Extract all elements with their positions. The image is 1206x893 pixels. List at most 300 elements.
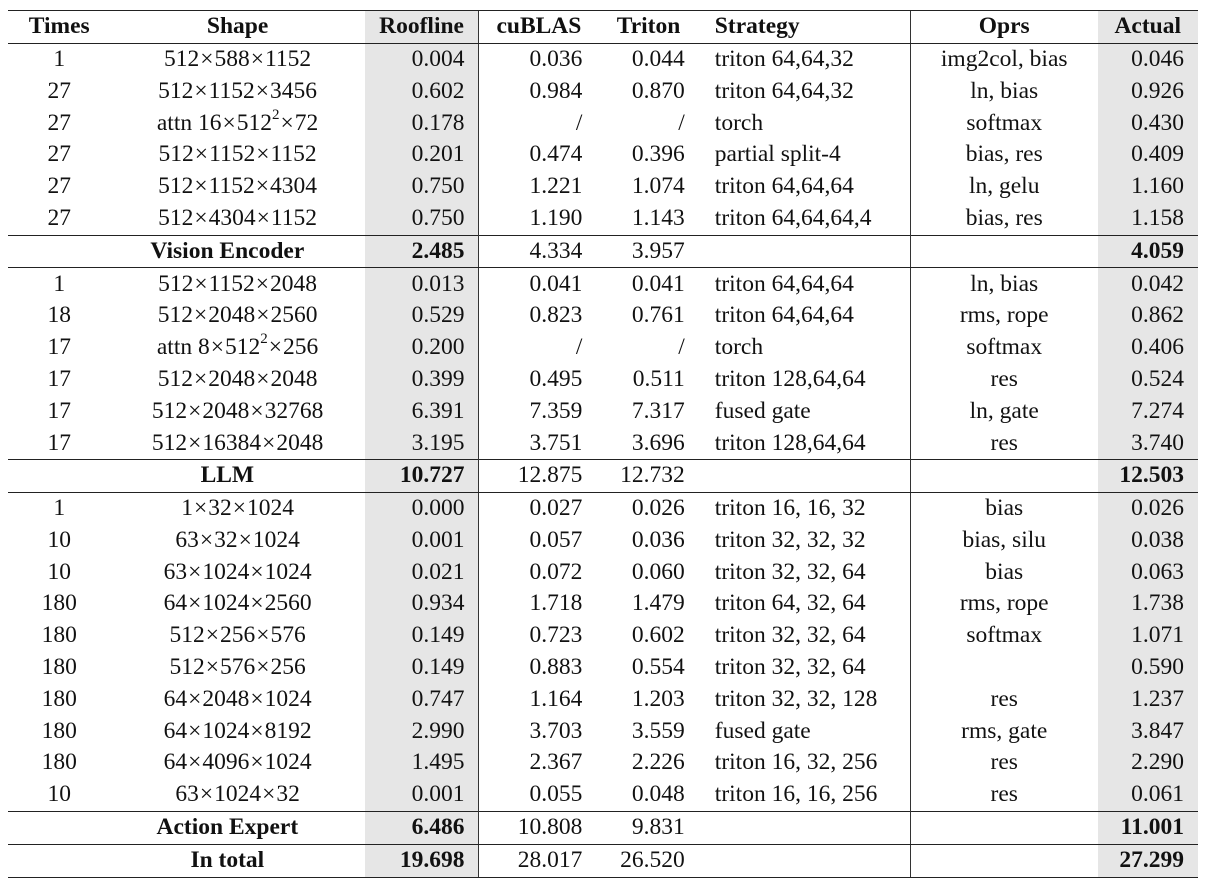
- times-symbol: ×: [255, 270, 270, 297]
- shape-dim-1: 63: [175, 781, 199, 808]
- shape-dim-3: 72: [294, 109, 319, 136]
- cell-actual: 0.063: [1098, 557, 1199, 589]
- cell-strategy: triton 64,64,64: [714, 173, 854, 200]
- shape-dim-2: 2048: [208, 302, 256, 329]
- cell-oprs: ln, gate: [910, 396, 1097, 428]
- header-times: Times: [8, 11, 110, 44]
- shape-dim-3: 1024: [246, 495, 294, 522]
- shape-dim-3: 2048: [270, 365, 318, 392]
- times-symbol: ×: [205, 622, 219, 649]
- cell-roofline: 1.495: [365, 747, 479, 779]
- table-row: [8, 427, 1198, 459]
- shape-exponent: 2: [260, 331, 268, 348]
- times-symbol: ×: [256, 622, 270, 649]
- total-cublas: 28.017: [479, 844, 598, 877]
- shape-exponent: 2: [272, 106, 280, 123]
- shape-dim-1: 63: [163, 558, 188, 585]
- shape-dim-1: 512: [158, 77, 194, 104]
- table-row: [8, 588, 1198, 620]
- shape-dim-2: 2048: [202, 397, 250, 424]
- times-symbol: ×: [188, 590, 202, 617]
- cell-triton: /: [678, 334, 685, 361]
- cell-roofline: 0.021: [365, 557, 479, 589]
- subtotal-label: Vision Encoder: [8, 235, 365, 268]
- times-symbol: ×: [222, 109, 236, 136]
- cell-actual: 0.524: [1098, 364, 1199, 396]
- cell-roofline: 0.001: [365, 779, 479, 811]
- cell-oprs: bias, silu: [910, 525, 1097, 557]
- table-row: [8, 76, 1198, 108]
- shape-dim-1: 512: [157, 365, 193, 392]
- shape-dim-1: attn 8: [156, 334, 210, 361]
- cell-cublas: 1.718: [479, 588, 598, 620]
- shape-dim-3: 1152: [270, 204, 318, 231]
- cell-actual: 3.847: [1098, 716, 1199, 748]
- cell-oprs: rms, gate: [910, 716, 1097, 748]
- cell-roofline: 0.201: [365, 139, 479, 171]
- total-row: [8, 844, 1198, 877]
- times-symbol: ×: [256, 654, 270, 681]
- shape-dim-3: 1024: [264, 749, 312, 776]
- cell-strategy: triton 16, 16, 32: [714, 495, 866, 522]
- times-symbol: ×: [200, 45, 214, 72]
- subtotal-roofline: 2.485: [365, 235, 479, 268]
- cell-cublas: /: [479, 332, 598, 364]
- cell-shape: [110, 525, 364, 557]
- cell-triton: 0.026: [631, 495, 685, 522]
- shape-dim-2: 1152: [208, 77, 255, 104]
- shape-dim-2: 588: [214, 45, 250, 72]
- subtotal-triton: 3.957: [598, 235, 698, 268]
- cell-cublas: 1.190: [479, 203, 598, 235]
- shape-dim-3: 2560: [270, 302, 318, 329]
- subtotal-strategy-empty: [699, 235, 911, 268]
- header-row: [8, 11, 1198, 44]
- shape-dim-2: 2048: [202, 685, 250, 712]
- table-body: [8, 43, 1198, 877]
- subtotal-triton: 12.732: [598, 460, 698, 493]
- cell-triton: 0.060: [631, 558, 685, 585]
- cell-roofline: 0.399: [365, 364, 479, 396]
- cell-cublas: 3.751: [479, 427, 598, 459]
- cell-times: 1: [53, 270, 66, 297]
- shape-dim-1: 64: [163, 590, 188, 617]
- times-symbol: ×: [255, 77, 270, 104]
- times-symbol: ×: [262, 429, 276, 456]
- cell-oprs: res: [910, 747, 1097, 779]
- subtotal-cublas: 12.875: [479, 460, 598, 493]
- subtotal-row: [8, 811, 1198, 844]
- cell-strategy: triton 16, 32, 256: [714, 749, 878, 776]
- cell-shape: [110, 557, 364, 589]
- cell-triton: 2.226: [631, 749, 685, 776]
- shape-dim-1: attn 16: [156, 109, 222, 136]
- performance-table: [8, 10, 1198, 878]
- shape-dim-1: 512: [158, 204, 194, 231]
- times-symbol: ×: [199, 781, 214, 808]
- cell-roofline: 0.750: [365, 203, 479, 235]
- cell-cublas: 0.041: [479, 268, 598, 300]
- cell-times: 10: [47, 781, 71, 808]
- shape-dim-1: 512: [158, 141, 194, 168]
- table-row: [8, 525, 1198, 557]
- times-symbol: ×: [280, 109, 294, 136]
- times-symbol: ×: [188, 717, 202, 744]
- table-row: [8, 620, 1198, 652]
- table-row: [8, 684, 1198, 716]
- cell-oprs: ln, bias: [910, 76, 1097, 108]
- table-row: [8, 268, 1198, 300]
- total-roofline: 19.698: [365, 844, 479, 877]
- cell-shape: [110, 427, 364, 459]
- cell-triton: 3.696: [631, 429, 685, 456]
- cell-triton: 1.143: [631, 204, 685, 231]
- cell-oprs: bias, res: [910, 139, 1097, 171]
- times-symbol: ×: [250, 717, 264, 744]
- shape-dim-3: 2048: [270, 270, 318, 297]
- cell-roofline: 0.747: [365, 684, 479, 716]
- table-row: [8, 300, 1198, 332]
- cell-cublas: 0.057: [479, 525, 598, 557]
- cell-oprs: res: [910, 427, 1097, 459]
- times-symbol: ×: [194, 270, 208, 297]
- cell-strategy: fused gate: [714, 397, 811, 424]
- cell-oprs: res: [910, 779, 1097, 811]
- cell-times: 17: [47, 334, 71, 361]
- shape-dim-1: 64: [163, 685, 188, 712]
- cell-strategy: torch: [714, 109, 764, 136]
- times-symbol: ×: [268, 334, 283, 361]
- total-label: In total: [8, 844, 365, 877]
- shape-dim-2: 512: [225, 334, 261, 361]
- times-symbol: ×: [256, 141, 270, 168]
- cell-triton: 0.554: [631, 654, 685, 681]
- shape-dim-3: 1024: [264, 685, 312, 712]
- times-symbol: ×: [256, 302, 270, 329]
- cell-shape: [110, 492, 364, 524]
- cell-times: 27: [47, 141, 71, 168]
- cell-shape: [110, 300, 364, 332]
- cell-shape: [110, 652, 364, 684]
- times-symbol: ×: [188, 558, 202, 585]
- cell-cublas: /: [479, 107, 598, 139]
- cell-cublas: 0.036: [479, 43, 598, 75]
- cell-strategy: triton 128,64,64: [714, 429, 866, 456]
- times-symbol: ×: [238, 526, 252, 553]
- cell-shape: [110, 779, 364, 811]
- cell-shape: [110, 747, 364, 779]
- cell-oprs: bias, res: [910, 203, 1097, 235]
- cell-triton: 0.048: [631, 781, 685, 808]
- cell-cublas: 0.723: [479, 620, 598, 652]
- cell-times: 27: [47, 204, 71, 231]
- shape-dim-1: 64: [163, 717, 188, 744]
- times-symbol: ×: [188, 429, 202, 456]
- cell-triton: 1.479: [631, 590, 685, 617]
- subtotal-label: LLM: [8, 460, 365, 493]
- cell-actual: 1.158: [1098, 203, 1199, 235]
- shape-dim-3: 1024: [264, 558, 312, 585]
- cell-actual: 0.042: [1098, 268, 1199, 300]
- cell-actual: 3.740: [1098, 427, 1199, 459]
- cell-triton: 3.559: [631, 717, 685, 744]
- subtotal-row: [8, 460, 1198, 493]
- shape-dim-3: 1152: [270, 141, 317, 168]
- cell-strategy: triton 64, 32, 64: [714, 590, 866, 617]
- cell-cublas: 0.072: [479, 557, 598, 589]
- header-oprs: Oprs: [910, 11, 1097, 44]
- cell-oprs: bias: [910, 492, 1097, 524]
- cell-oprs: bias: [910, 557, 1097, 589]
- table-row: [8, 203, 1198, 235]
- header-triton: Triton: [598, 11, 698, 44]
- cell-times: 17: [47, 365, 71, 392]
- shape-dim-3: 32: [276, 781, 300, 808]
- cell-roofline: 0.149: [365, 620, 479, 652]
- subtotal-cublas: 10.808: [479, 811, 598, 844]
- cell-roofline: 0.200: [365, 332, 479, 364]
- shape-dim-1: 512: [169, 654, 205, 681]
- cell-cublas: 0.984: [479, 76, 598, 108]
- times-symbol: ×: [193, 365, 208, 392]
- shape-dim-2: 1152: [209, 141, 256, 168]
- header-actual: Actual: [1098, 11, 1199, 44]
- cell-roofline: 0.013: [365, 268, 479, 300]
- cell-roofline: 0.178: [365, 107, 479, 139]
- cell-actual: 1.160: [1098, 171, 1199, 203]
- header-roofline: Roofline: [365, 11, 479, 44]
- shape-dim-2: 16384: [202, 429, 262, 456]
- times-symbol: ×: [188, 685, 202, 712]
- subtotal-triton: 9.831: [598, 811, 698, 844]
- table-row: [8, 171, 1198, 203]
- subtotal-oprs-empty: [910, 235, 1097, 268]
- subtotal-roofline: 10.727: [365, 460, 479, 493]
- shape-dim-2: 32: [208, 495, 232, 522]
- total-oprs-empty: [910, 844, 1097, 877]
- table-row: [8, 107, 1198, 139]
- cell-actual: 0.590: [1098, 652, 1199, 684]
- cell-strategy: triton 16, 16, 256: [714, 781, 878, 808]
- shape-dim-2: 256: [219, 622, 256, 649]
- shape-dim-2: 1024: [202, 590, 250, 617]
- cell-actual: 1.237: [1098, 684, 1199, 716]
- shape-dim-1: 512: [169, 622, 205, 649]
- cell-shape: [110, 716, 364, 748]
- times-symbol: ×: [262, 781, 276, 808]
- cell-cublas: 0.495: [479, 364, 598, 396]
- times-symbol: ×: [210, 334, 225, 361]
- subtotal-actual: 4.059: [1098, 235, 1199, 268]
- cell-cublas: 2.367: [479, 747, 598, 779]
- cell-times: 10: [47, 526, 71, 553]
- shape-dim-2: 1024: [202, 717, 250, 744]
- shape-dim-3: 1152: [265, 45, 312, 72]
- cell-times: 180: [41, 590, 77, 617]
- table-row: [8, 396, 1198, 428]
- cell-shape: [110, 588, 364, 620]
- cell-oprs: [910, 652, 1097, 684]
- shape-dim-1: 64: [163, 749, 188, 776]
- shape-dim-2: 32: [214, 526, 238, 553]
- cell-actual: 0.430: [1098, 107, 1199, 139]
- times-symbol: ×: [194, 77, 208, 104]
- cell-strategy: triton 128,64,64: [714, 365, 866, 392]
- subtotal-label: Action Expert: [8, 811, 365, 844]
- cell-cublas: 0.027: [479, 492, 598, 524]
- shape-dim-3: 576: [270, 622, 306, 649]
- cell-roofline: 3.195: [365, 427, 479, 459]
- cell-triton: 0.511: [632, 365, 685, 392]
- subtotal-cublas: 4.334: [479, 235, 598, 268]
- cell-shape: [110, 684, 364, 716]
- cell-roofline: 0.529: [365, 300, 479, 332]
- shape-dim-2: 1024: [214, 781, 262, 808]
- cell-triton: /: [678, 109, 685, 136]
- cell-oprs: res: [910, 364, 1097, 396]
- times-symbol: ×: [188, 397, 202, 424]
- cell-strategy: triton 32, 32, 64: [714, 558, 866, 585]
- cell-times: 17: [47, 429, 71, 456]
- cell-shape: [110, 107, 364, 139]
- shape-dim-1: 512: [163, 45, 200, 72]
- cell-cublas: 0.474: [479, 139, 598, 171]
- cell-actual: 0.926: [1098, 76, 1199, 108]
- cell-times: 180: [41, 717, 77, 744]
- cell-actual: 2.290: [1098, 747, 1199, 779]
- cell-triton: 7.317: [631, 397, 685, 424]
- table-row: [8, 139, 1198, 171]
- shape-dim-3: 256: [270, 654, 306, 681]
- table-row: [8, 652, 1198, 684]
- cell-actual: 1.071: [1098, 620, 1199, 652]
- cell-triton: 0.044: [631, 45, 685, 72]
- subtotal-strategy-empty: [699, 811, 911, 844]
- shape-dim-3: 2048: [276, 429, 324, 456]
- cell-strategy: triton 64,64,64,4: [714, 204, 872, 231]
- header-cublas: cuBLAS: [479, 11, 598, 44]
- cell-strategy: triton 64,64,32: [714, 77, 854, 104]
- cell-oprs: softmax: [910, 107, 1097, 139]
- table-row: [8, 716, 1198, 748]
- cell-triton: 0.602: [631, 622, 685, 649]
- times-symbol: ×: [205, 654, 219, 681]
- times-symbol: ×: [250, 397, 264, 424]
- cell-strategy: triton 64,64,64: [714, 302, 854, 329]
- shape-dim-3: 3456: [270, 77, 318, 104]
- subtotal-oprs-empty: [910, 460, 1097, 493]
- times-symbol: ×: [193, 495, 208, 522]
- cell-oprs: rms, rope: [910, 588, 1097, 620]
- cell-cublas: 0.883: [479, 652, 598, 684]
- shape-dim-1: 63: [175, 526, 199, 553]
- cell-times: 10: [47, 558, 71, 585]
- cell-actual: 0.862: [1098, 300, 1199, 332]
- cell-shape: [110, 139, 364, 171]
- cell-actual: 0.406: [1098, 332, 1199, 364]
- cell-shape: [110, 171, 364, 203]
- shape-dim-1: 512: [157, 302, 193, 329]
- cell-strategy: triton 64,64,32: [714, 45, 854, 72]
- shape-dim-2: 4304: [208, 204, 256, 231]
- header-strategy: Strategy: [699, 11, 911, 44]
- shape-dim-1: 1: [181, 495, 193, 522]
- cell-times: 27: [47, 109, 71, 136]
- shape-dim-3: 4304: [270, 173, 318, 200]
- times-symbol: ×: [194, 204, 208, 231]
- cell-actual: 0.409: [1098, 139, 1199, 171]
- table-row: [8, 779, 1198, 811]
- shape-dim-2: 576: [219, 654, 256, 681]
- cell-shape: [110, 364, 364, 396]
- cell-actual: 0.026: [1098, 492, 1199, 524]
- cell-oprs: rms, rope: [910, 300, 1097, 332]
- subtotal-actual: 12.503: [1098, 460, 1199, 493]
- cell-times: 17: [47, 397, 71, 424]
- cell-shape: [110, 203, 364, 235]
- cell-strategy: triton 32, 32, 32: [714, 526, 866, 553]
- cell-shape: [110, 76, 364, 108]
- cell-oprs: res: [910, 684, 1097, 716]
- table-row: [8, 747, 1198, 779]
- cell-roofline: 0.934: [365, 588, 479, 620]
- cell-actual: 0.046: [1098, 43, 1199, 75]
- cell-triton: 1.203: [631, 685, 685, 712]
- cell-strategy: torch: [714, 334, 764, 361]
- cell-strategy: fused gate: [714, 717, 811, 744]
- shape-dim-3: 256: [283, 334, 319, 361]
- cell-oprs: ln, bias: [910, 268, 1097, 300]
- cell-times: 27: [47, 173, 71, 200]
- cell-actual: 0.038: [1098, 525, 1199, 557]
- cell-shape: [110, 620, 364, 652]
- cell-cublas: 1.221: [479, 171, 598, 203]
- cell-roofline: 0.750: [365, 171, 479, 203]
- shape-dim-3: 1024: [252, 526, 300, 553]
- shape-dim-1: 512: [151, 397, 188, 424]
- subtotal-strategy-empty: [699, 460, 911, 493]
- shape-dim-1: 512: [158, 270, 194, 297]
- table-row: [8, 43, 1198, 75]
- shape-dim-2: 2048: [208, 365, 256, 392]
- cell-roofline: 6.391: [365, 396, 479, 428]
- cell-shape: [110, 268, 364, 300]
- cell-triton: 0.396: [631, 141, 685, 168]
- cell-times: 180: [41, 749, 77, 776]
- times-symbol: ×: [194, 173, 208, 200]
- total-strategy-empty: [699, 844, 911, 877]
- cell-roofline: 0.001: [365, 525, 479, 557]
- cell-strategy: triton 64,64,64: [714, 270, 854, 297]
- cell-roofline: 0.004: [365, 43, 479, 75]
- cell-cublas: 1.164: [479, 684, 598, 716]
- cell-triton: 0.041: [631, 270, 685, 297]
- cell-triton: 0.036: [631, 526, 685, 553]
- shape-dim-2: 4096: [202, 749, 250, 776]
- cell-times: 27: [47, 77, 71, 104]
- cell-times: 180: [41, 654, 77, 681]
- cell-oprs: ln, gelu: [910, 171, 1097, 203]
- cell-times: 1: [53, 45, 66, 72]
- times-symbol: ×: [199, 526, 214, 553]
- total-triton: 26.520: [598, 844, 698, 877]
- cell-roofline: 0.149: [365, 652, 479, 684]
- cell-roofline: 0.602: [365, 76, 479, 108]
- shape-dim-2: 1024: [202, 558, 250, 585]
- shape-dim-1: 512: [158, 173, 194, 200]
- cell-triton: 0.870: [631, 77, 685, 104]
- cell-cublas: 0.055: [479, 779, 598, 811]
